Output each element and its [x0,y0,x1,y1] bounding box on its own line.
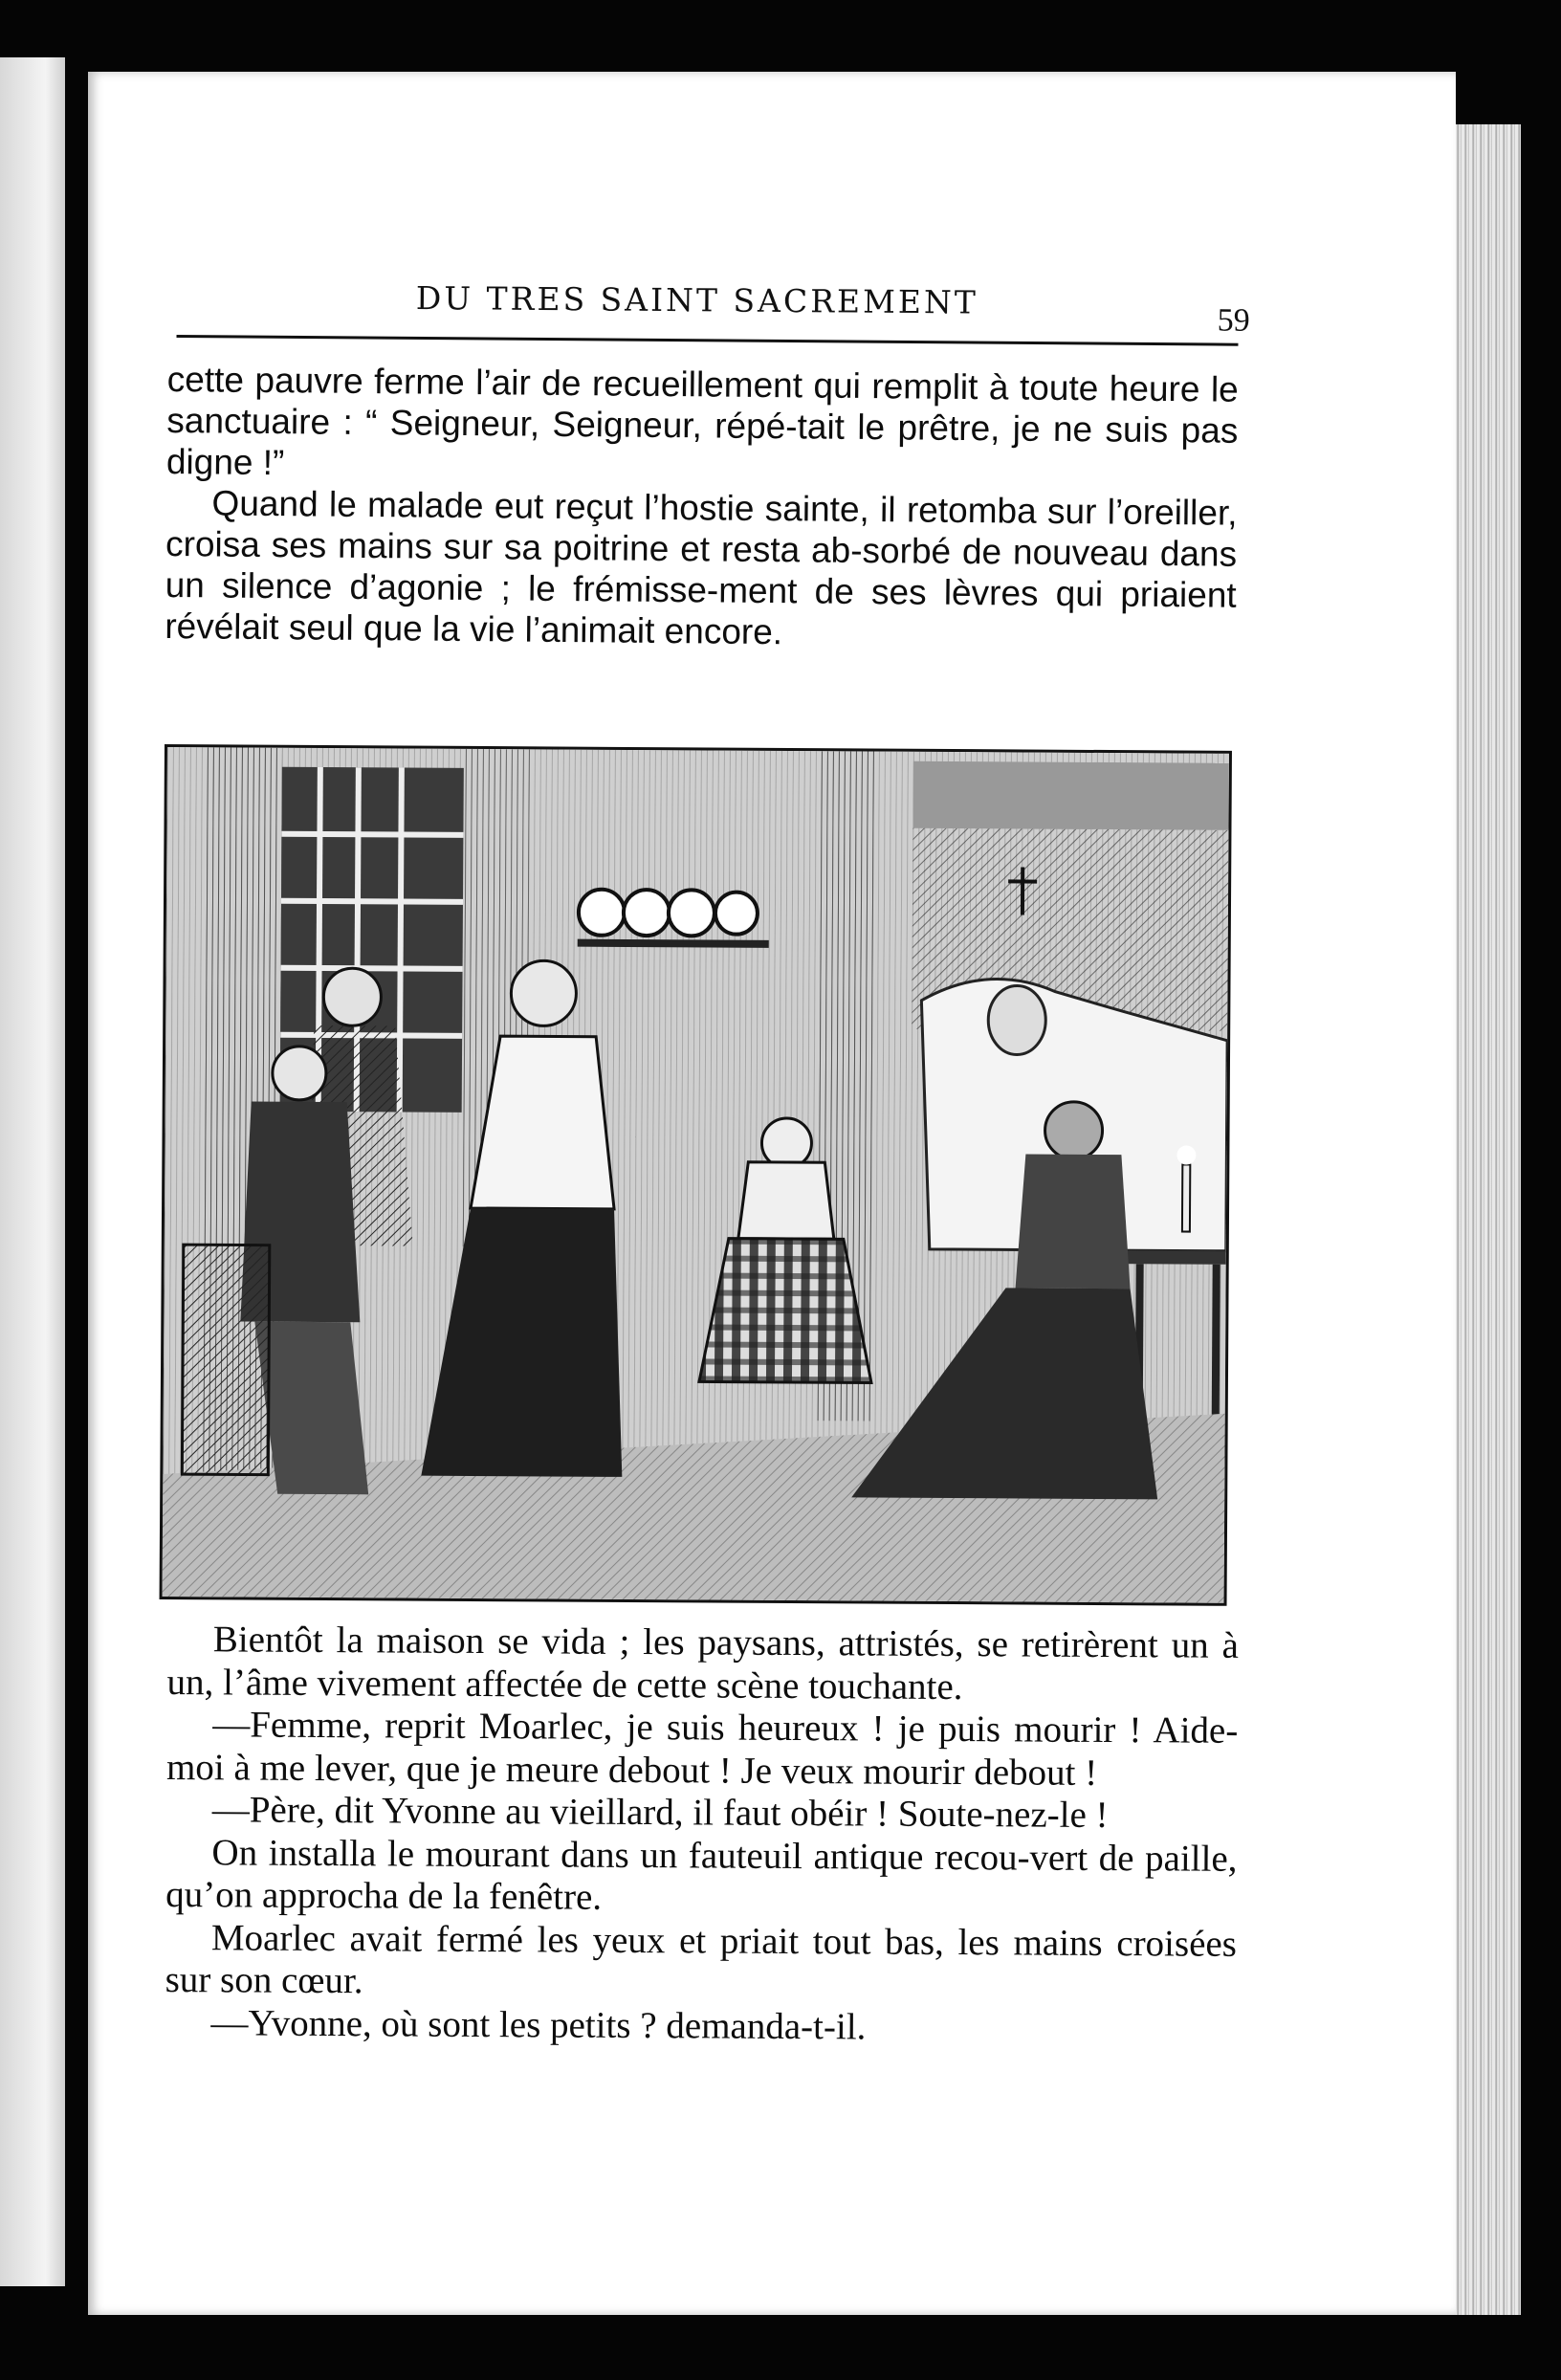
paragraph: —Yvonne, où sont les petits ? demanda-t-il. [210,2001,867,2047]
paragraph: cette pauvre ferme l’air de recueillement qui remplit à toute heure le sanctuaire : “ Seigneur, Seigneur, répé-tait le prêtre, je ne suis pas digne !” [165,359,1239,483]
bottom-text-block [165,1619,1239,2051]
paragraph: Bientôt la maison se vida ; les paysans, attristés, se retirèrent un à un, l’âme vivement affectée de cette scène touchante. [166,1619,1239,1708]
facing-page-edge [0,57,65,2286]
running-title: DU TRES SAINT SACREMENT [415,278,979,321]
paragraph: —Femme, reprit Moarlec, je suis heureux ! je puis mourir ! Aide-moi à me lever, que je meure debout ! Je veux mourir debout ! [165,1704,1239,1794]
engraving-illustration [160,744,1232,1606]
paragraph: On installa le mourant dans un fauteuil antique recou-vert de paille, qu’on approcha de la fenêtre. [165,1831,1238,1918]
paragraph: Quand le malade eut reçut l’hostie sainte, il retomba sur l’oreiller, croisa ses mains sur sa poitrine et resta ab-sorbé de nouveau dans un silence d’agonie ; le frémisse-ment de ses lèvres qui priaient révélait seul que la vie l’animait encore. [165,483,1238,652]
engraving-drawing [163,747,1229,1603]
page-number: 59 [1217,302,1250,339]
page-edges [1446,124,1521,2315]
paragraph: —Père, dit Yvonne au vieillard, il faut obéir ! Soute-nez-le ! [211,1789,1109,1837]
page-header [177,277,1250,346]
top-text-block [165,359,1239,657]
paragraph: Moarlec avait fermé les yeux et priait tout bas, les mains croisées sur son cœur. [165,1916,1238,2002]
